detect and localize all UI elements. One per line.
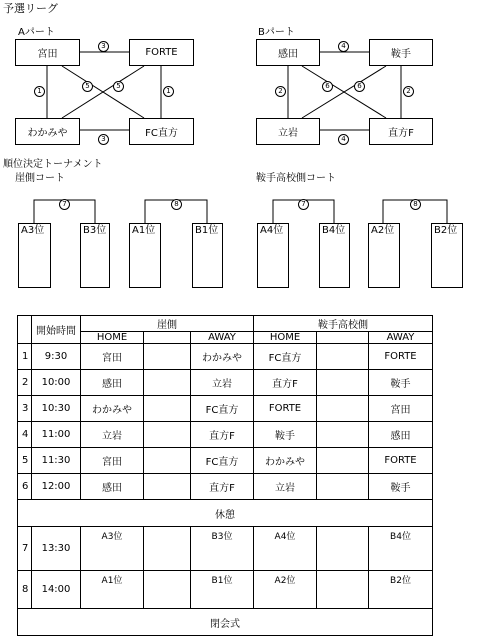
bracket-slot: A4位 — [257, 223, 289, 288]
match-time: 14:00 — [32, 571, 81, 609]
match-no: 2 — [18, 370, 32, 396]
court2-home: A2位 — [254, 571, 317, 609]
match-no: 7 — [18, 527, 32, 571]
match-no: 4 — [18, 422, 32, 448]
match-no: 6 — [18, 474, 32, 500]
court2-away: 鞍手 — [369, 474, 433, 500]
closing-label: 閉会式 — [18, 609, 433, 636]
match-number: 6 — [354, 81, 365, 92]
closing-row — [18, 609, 433, 636]
table-row — [18, 448, 433, 474]
bracket-slot: B1位 — [192, 223, 223, 288]
team-box-b-top-left: 感田 — [256, 39, 320, 66]
court2-home: 鞍手 — [254, 422, 317, 448]
court1-away: FC直方 — [191, 448, 254, 474]
match-number: 8 — [171, 199, 182, 210]
court1-home: A1位 — [81, 571, 144, 609]
match-number: 4 — [338, 134, 349, 145]
court1-home: 感田 — [81, 474, 144, 500]
match-time: 11:30 — [32, 448, 81, 474]
match-number: 7 — [298, 199, 309, 210]
court2-home: 直方F — [254, 370, 317, 396]
page-title: 予選リーグ — [3, 2, 58, 15]
court1-away: 直方F — [191, 474, 254, 500]
bracket-slot: A3位 — [18, 223, 51, 288]
match-no: 1 — [18, 344, 32, 370]
match-time: 10:30 — [32, 396, 81, 422]
match-number: 7 — [59, 199, 70, 210]
table-row — [18, 474, 433, 500]
court1-home: 宮田 — [81, 344, 144, 370]
court2-home: A4位 — [254, 527, 317, 571]
court2-home: FC直方 — [254, 344, 317, 370]
match-time: 9:30 — [32, 344, 81, 370]
part-a-label: Aパート — [18, 27, 55, 38]
table-row — [18, 344, 433, 370]
match-number: 1 — [34, 86, 45, 97]
away-header: AWAY — [369, 332, 433, 344]
court1-away: わかみや — [191, 344, 254, 370]
match-number: 5 — [113, 81, 124, 92]
match-number: 3 — [98, 41, 109, 52]
match-time: 11:00 — [32, 422, 81, 448]
table-row — [18, 571, 433, 609]
court2-home: FORTE — [254, 396, 317, 422]
team-box-a-bottom-left: わかみや — [15, 118, 80, 145]
court2-away: B2位 — [369, 571, 433, 609]
match-number: 3 — [98, 134, 109, 145]
court2-home: わかみや — [254, 448, 317, 474]
match-time: 10:00 — [32, 370, 81, 396]
table-row — [18, 422, 433, 448]
court1-away: 立岩 — [191, 370, 254, 396]
team-box-b-top-right: 鞍手 — [369, 39, 433, 66]
court1-home: 宮田 — [81, 448, 144, 474]
court1-away: FC直方 — [191, 396, 254, 422]
team-box-a-top-right: FORTE — [129, 39, 194, 66]
match-time: 12:00 — [32, 474, 81, 500]
header-row — [18, 332, 433, 344]
match-number: 2 — [403, 86, 414, 97]
part-b-label: Bパート — [258, 27, 295, 38]
match-number: 4 — [338, 41, 349, 52]
home-header: HOME — [81, 332, 144, 344]
match-no: 5 — [18, 448, 32, 474]
court2-home: 立岩 — [254, 474, 317, 500]
team-box-b-bottom-right: 直方F — [369, 118, 433, 145]
match-no: 3 — [18, 396, 32, 422]
tournament-title: 順位決定トーナメント — [3, 159, 103, 170]
start-time-header: 開始時間 — [32, 316, 81, 344]
court2-away: 感田 — [369, 422, 433, 448]
team-box-a-bottom-right: FC直方 — [129, 118, 194, 145]
court1-home: 感田 — [81, 370, 144, 396]
home-header: HOME — [254, 332, 317, 344]
header-row — [18, 316, 433, 332]
court2-away: B4位 — [369, 527, 433, 571]
court1-away: 直方F — [191, 422, 254, 448]
bracket-slot: B2位 — [431, 223, 463, 288]
bracket-slot: B3位 — [80, 223, 110, 288]
left-court-label: 崖側コート — [15, 173, 65, 184]
match-no: 8 — [18, 571, 32, 609]
bracket-slot: B4位 — [319, 223, 350, 288]
court1-home: 立岩 — [81, 422, 144, 448]
bracket-slot: A1位 — [129, 223, 161, 288]
court1-header: 崖側 — [81, 316, 254, 332]
table-row — [18, 396, 433, 422]
away-header: AWAY — [191, 332, 254, 344]
table-row — [18, 370, 433, 396]
court2-away: 宮田 — [369, 396, 433, 422]
court2-away: FORTE — [369, 344, 433, 370]
team-box-b-bottom-left: 立岩 — [256, 118, 320, 145]
court1-away: B1位 — [191, 571, 254, 609]
break-label: 休憩 — [18, 500, 433, 527]
match-number: 8 — [410, 199, 421, 210]
team-box-a-top-left: 宮田 — [15, 39, 80, 66]
break-row — [18, 500, 433, 527]
court2-away: 鞍手 — [369, 370, 433, 396]
court1-away: B3位 — [191, 527, 254, 571]
match-number: 5 — [82, 81, 93, 92]
court1-home: A3位 — [81, 527, 144, 571]
match-time: 13:30 — [32, 527, 81, 571]
right-court-label: 鞍手高校側コート — [256, 173, 336, 184]
schedule-table — [17, 315, 433, 636]
table-row — [18, 527, 433, 571]
court2-away: FORTE — [369, 448, 433, 474]
match-number: 6 — [322, 81, 333, 92]
court2-header: 鞍手高校側 — [254, 316, 433, 332]
match-number: 1 — [163, 86, 174, 97]
match-number: 2 — [275, 86, 286, 97]
bracket-slot: A2位 — [368, 223, 400, 288]
court1-home: わかみや — [81, 396, 144, 422]
